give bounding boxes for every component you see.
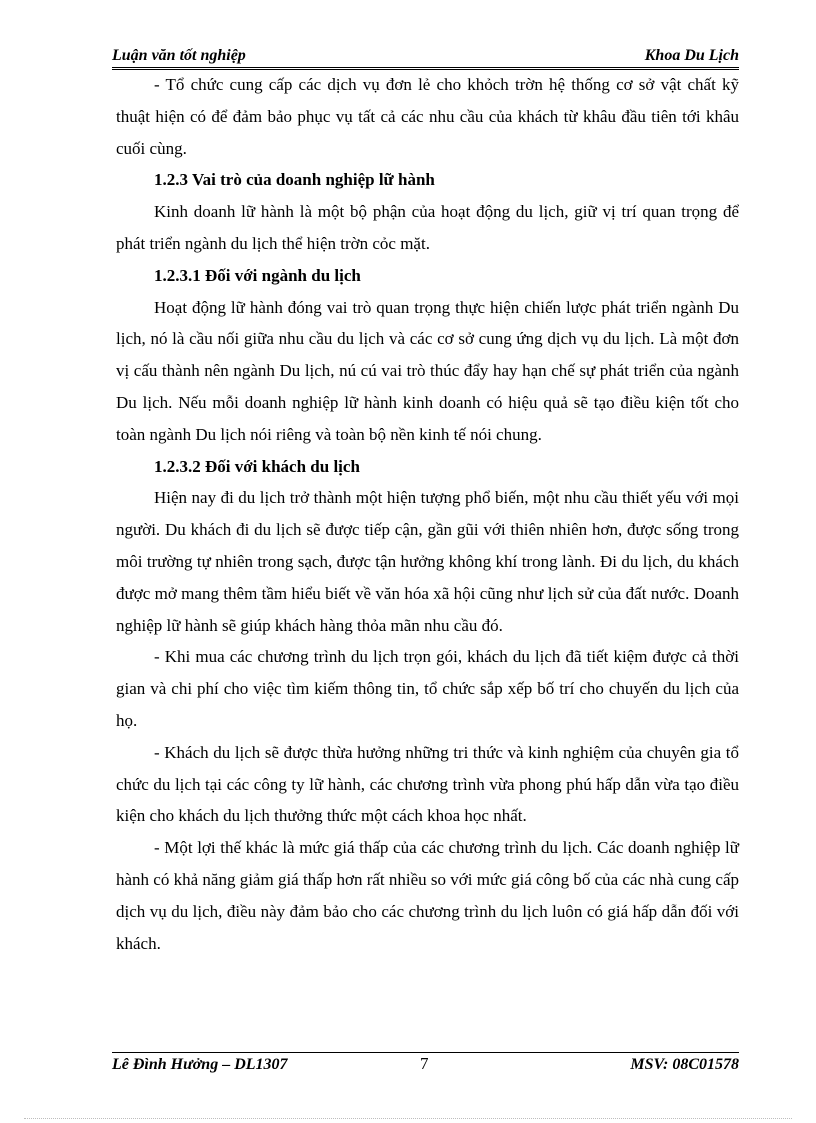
paragraph: Hoạt động lữ hành đóng vai trò quan trọng thực hiện chiến lược phát triển ngành Du lịch, nó là cầu nối giữa nhu cầu du lịch và các cơ sở cung ứng dịch vụ du lịch. Là một đơn vị cấu thành nên ngành Du lịch, nú cú vai trò thúc đẩy hay hạn chế sự phát triển của ngành Du lịch. Nếu mỗi doanh nghiệp lữ hành kinh doanh có hiệu quả sẽ tạo điều kiện tốt cho toàn ngành Du lịch nói riêng và toàn bộ nền kinh tế nói chung. bbox=[116, 297, 739, 444]
paragraph: Hiện nay đi du lịch trở thành một hiện tượng phổ biến, một nhu cầu thiết yếu với mọi người. Du khách đi du lịch sẽ được tiếp cận, gần gũi với thiên nhiên hơn, được sống trong môi trường tự nhiên trong sạch, được tận hưởng không khí trong lành. Đi du lịch, du khách được mở mang thêm tầm hiểu biết về văn hóa xã hội cũng như lịch sử của đất nước. Doanh nghiệp lữ hành sẽ giúp khách hàng thỏa mãn nhu cầu đó. bbox=[116, 488, 739, 635]
section-heading-1-2-3-2: 1.2.3.2 Đối với khách du lịch bbox=[154, 456, 360, 476]
page-number: 7 bbox=[420, 1054, 429, 1073]
paragraph: - Tổ chức cung cấp các dịch vụ đơn lẻ cho khỏch trờn hệ thống cơ sở vật chất kỹ thuật hiện có để đảm bảo phục vụ tất cả các nhu cầu của khách từ khâu đầu tiên tới khâu cuối cùng. bbox=[116, 75, 739, 158]
header-faculty: Khoa Du Lịch bbox=[644, 47, 739, 64]
section-heading-1-2-3-1: 1.2.3.1 Đối với ngành du lịch bbox=[154, 265, 361, 285]
paragraph: Kinh doanh lữ hành là một bộ phận của hoạt động du lịch, giữ vị trí quan trọng để phát triển ngành du lịch thể hiện trờn cỏc mặt. bbox=[116, 202, 739, 253]
paragraph: - Một lợi thế khác là mức giá thấp của các chương trình du lịch. Các doanh nghiệp lữ hành có khả năng giảm giá thấp hơn rất nhiều so với mức giá công bố của các nhà cung cấp dịch vụ du lịch, điều này đảm bảo cho các chương trình du lịch luôn có giá hấp dẫn đối với khách. bbox=[116, 838, 739, 953]
document-body bbox=[116, 69, 739, 959]
page-edge-divider bbox=[24, 1118, 792, 1119]
header-thesis-title: Luận văn tốt nghiệp bbox=[112, 47, 246, 64]
paragraph: - Khi mua các chương trình du lịch trọn gói, khách du lịch đã tiết kiệm được cả thời gian và chi phí cho việc tìm kiếm thông tin, tổ chức sắp xếp bố trí cho chuyến du lịch của họ. bbox=[116, 647, 739, 730]
page-footer bbox=[112, 1056, 739, 1080]
footer-author: Lê Đình Hưởng – DL1307 bbox=[112, 1056, 288, 1073]
paragraph: - Khách du lịch sẽ được thừa hưởng những tri thức và kinh nghiệm của chuyên gia tổ chức du lịch tại các công ty lữ hành, các chương trình vừa phong phú hấp dẫn vừa tạo điều kiện cho khách du lịch thưởng thức một cách khoa học nhất. bbox=[116, 742, 739, 826]
footer-student-id: MSV: 08C01578 bbox=[630, 1056, 739, 1073]
section-heading-1-2-3: 1.2.3 Vai trò của doanh nghiệp lữ hành bbox=[154, 170, 435, 190]
footer-rule bbox=[112, 1052, 739, 1053]
